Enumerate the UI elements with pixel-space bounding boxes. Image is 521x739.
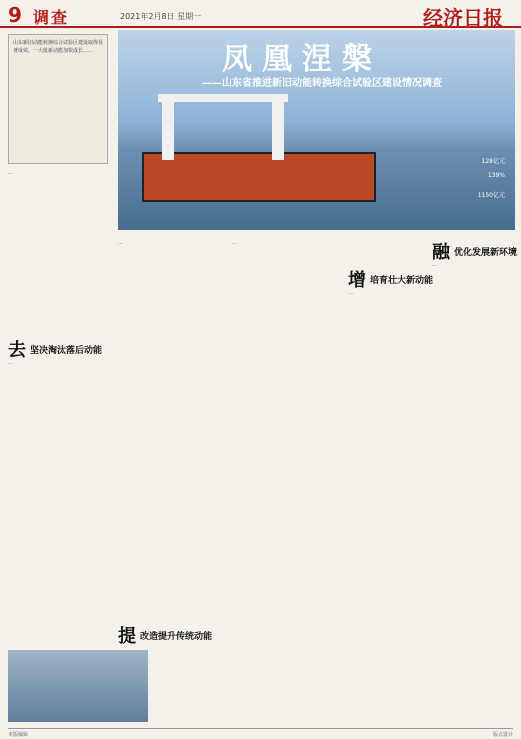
- page-header: [0, 0, 521, 28]
- crane-leg-right: [272, 100, 284, 160]
- section-3-heading: 增 培育壮大新动能: [348, 270, 434, 291]
- section-name: 调查: [33, 8, 70, 27]
- lead-box: [8, 34, 108, 164]
- footer-editor: 本版编辑: [8, 732, 29, 738]
- hero-image: [118, 30, 515, 230]
- stat-2: 139%: [487, 172, 505, 179]
- section-1-heading: 去 坚决淘汰落后动能: [8, 340, 103, 361]
- photo-bottom-left: [8, 650, 148, 722]
- crane-beam: [158, 94, 288, 102]
- headline: 凤凰涅槃: [222, 42, 382, 77]
- page-footer: [8, 728, 513, 738]
- ship-hull: [142, 152, 376, 202]
- crane-leg-left: [162, 100, 174, 160]
- lead-text: 山东新旧动能转换综合试验区建设取得显著成效，一大批新动能加快成长……: [13, 40, 104, 54]
- article-column-5: …: [348, 290, 353, 296]
- section-2-heading: 提 改造提升传统动能: [118, 626, 213, 647]
- stat-3: 1150亿元: [477, 192, 505, 199]
- article-column-3: …: [118, 240, 123, 246]
- section-4-heading: 融 优化发展新环境: [432, 242, 518, 263]
- page-number: 9: [8, 3, 22, 27]
- article-column-4: …: [232, 240, 237, 246]
- stat-1: 128亿元: [481, 158, 505, 165]
- masthead: 经济日报: [423, 6, 503, 30]
- article-column-2: …: [8, 360, 13, 366]
- footer-design: 版式设计: [492, 732, 513, 738]
- article-column-6: …: [432, 262, 437, 268]
- article-column-1: …: [8, 170, 13, 176]
- issue-date: 2021年2月8日 星期一: [120, 12, 202, 21]
- subheadline: ——山东省推进新旧动能转换综合试验区建设情况调查: [202, 78, 442, 89]
